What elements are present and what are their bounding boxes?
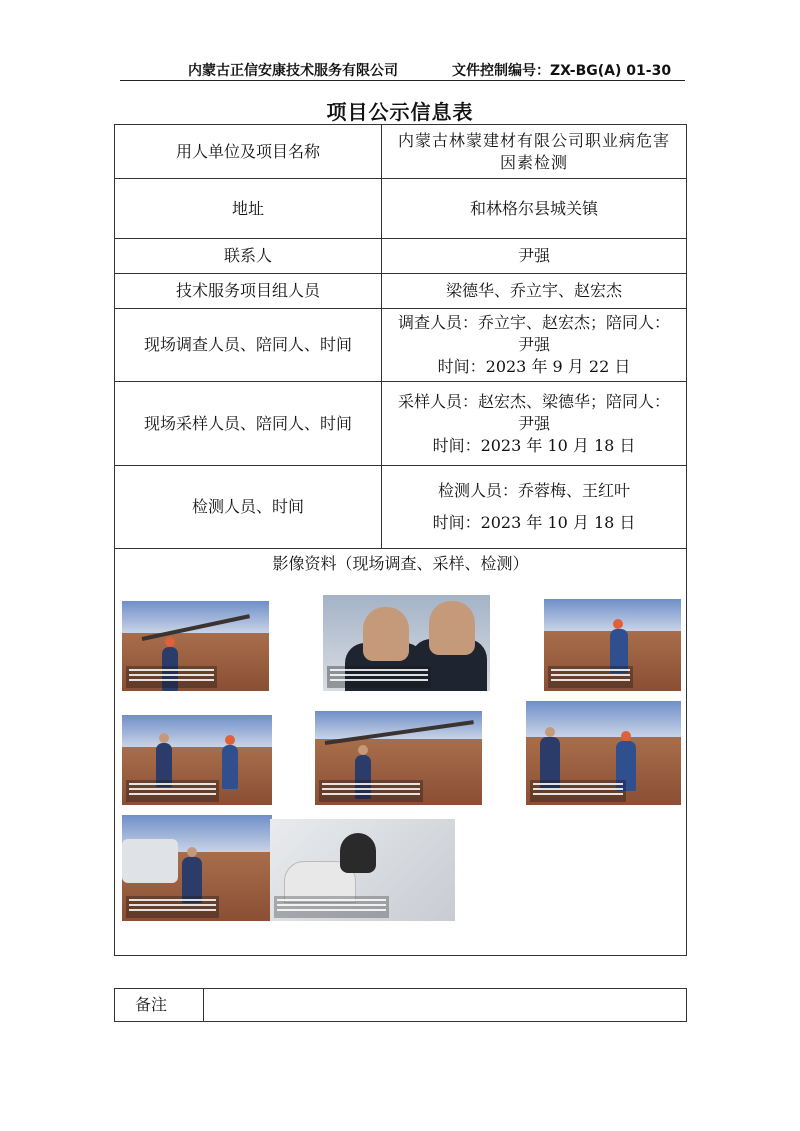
row-label: 地址 — [115, 179, 382, 239]
remarks-value — [204, 989, 687, 1022]
table-row — [115, 239, 687, 274]
value-line: 调查人员：乔立宇、赵宏杰；陪同人： — [397, 313, 670, 332]
row-value — [382, 274, 687, 309]
value-line: 内蒙古林蒙建材有限公司职业病危害 — [397, 130, 670, 150]
table-row — [115, 274, 687, 309]
site-photo — [526, 701, 681, 805]
file-control-code: 文件控制编号：ZX-BG(A) 01-30 — [452, 63, 672, 79]
row-label: 检测人员、时间 — [115, 466, 382, 549]
value-line: 尹强 — [517, 246, 550, 265]
site-photo — [122, 815, 272, 921]
value-line: 时间：2023 年 10 月 18 日 — [432, 513, 636, 532]
page-title: 项目公示信息表 — [326, 100, 474, 124]
row-value — [382, 179, 687, 239]
table-row — [115, 125, 687, 179]
value-line: 尹强 — [517, 335, 550, 354]
site-photo — [122, 715, 272, 805]
photos-cell — [115, 549, 687, 956]
table-row — [115, 382, 687, 466]
row-label: 现场调查人员、陪同人、时间 — [115, 309, 382, 382]
value-line: 采样人员：赵宏杰、梁德华；陪同人： — [397, 391, 670, 411]
remarks-row — [115, 989, 687, 1022]
row-label: 技术服务项目组人员 — [115, 274, 382, 309]
document-header — [140, 58, 700, 80]
value-line: 尹强 — [517, 413, 550, 433]
value-line: 梁德华、乔立宇、赵宏杰 — [445, 281, 622, 300]
site-photo — [270, 819, 455, 921]
site-photo — [122, 601, 269, 691]
row-value — [382, 125, 687, 179]
value-line: 因素检测 — [499, 152, 568, 172]
photos-title: 影像资料（现场调查、采样、检测） — [272, 554, 529, 573]
site-photo — [315, 711, 482, 805]
project-info-table — [114, 124, 687, 956]
table-row — [115, 466, 687, 549]
value-line: 检测人员：乔蓉梅、王红叶 — [437, 481, 630, 500]
company-name: 内蒙古正信安康技术服务有限公司 — [188, 63, 398, 79]
photos-row — [115, 549, 687, 956]
row-value — [382, 466, 687, 549]
value-line: 和林格尔县城关镇 — [469, 198, 598, 218]
table-row — [115, 309, 687, 382]
row-label: 现场采样人员、陪同人、时间 — [115, 382, 382, 466]
site-photo — [323, 595, 490, 691]
row-label: 联系人 — [115, 239, 382, 274]
remarks-label: 备注 — [115, 989, 204, 1022]
remarks-table — [114, 988, 687, 1022]
table-row — [115, 179, 687, 239]
value-line: 时间：2023 年 9 月 22 日 — [437, 357, 631, 376]
row-value — [382, 239, 687, 274]
row-value — [382, 382, 687, 466]
site-photo — [544, 599, 681, 691]
row-label: 用人单位及项目名称 — [115, 125, 382, 179]
value-line: 时间：2023 年 10 月 18 日 — [432, 435, 636, 455]
header-divider — [120, 80, 685, 81]
row-value — [382, 309, 687, 382]
